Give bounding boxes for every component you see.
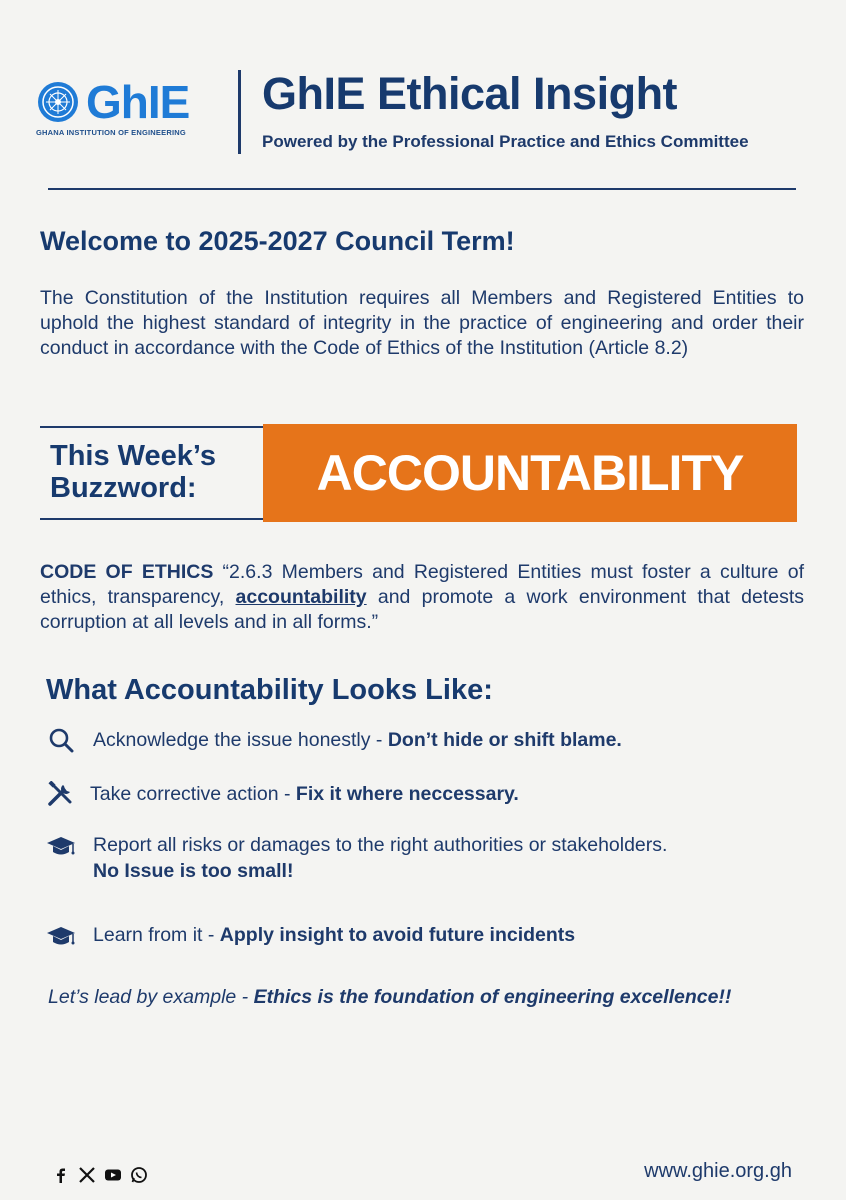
whatsapp-icon[interactable] [130,1166,148,1184]
item-text: Acknowledge the issue honestly - [93,729,388,751]
facebook-icon[interactable] [52,1166,70,1184]
code-text-after: and promote a work environment that detests corruption at all levels and in all forms.” [40,586,805,633]
buzzword-label: This Week’s Buzzword: [50,440,217,504]
looks-like-heading: What Accountability Looks Like: [46,674,493,706]
search-icon [46,727,76,753]
page-title: GhIE Ethical Insight [262,68,678,119]
graduation-cap-icon [46,922,76,948]
code-label: CODE OF ETHICS [40,561,214,583]
code-of-ethics-quote [40,560,804,635]
page-subtitle: Powered by the Professional Practice and Ethics Committee [262,132,749,151]
ghie-seal-icon [36,80,80,124]
x-icon[interactable] [78,1166,96,1184]
header-divider [238,70,241,154]
closing-text: Let’s lead by example - [48,986,254,1008]
welcome-heading: Welcome to 2025-2027 Council Term! [40,226,515,256]
graduation-cap-icon [46,832,76,858]
website-link[interactable]: www.ghie.org.gh [644,1160,792,1182]
logo-text: GhIE [86,76,190,128]
closing-statement [48,984,762,1011]
logo-caption: GHANA INSTITUTION OF ENGINEERING [36,128,186,137]
youtube-icon[interactable] [104,1166,122,1184]
item-bold: No Issue is too small! [93,860,294,882]
welcome-body: The Constitution of the Institution requires all Members and Registered Entities to uphold the highest standard of integrity in the practice of engineering and order their conduct in accordance with the Code of Ethics of the Institution (Article 8.2) [40,287,804,359]
ghie-logo [36,78,226,138]
code-highlight: accountability [235,586,367,608]
item-bold: Fix it where neccessary. [295,783,519,805]
item-text: Take corrective action - [90,783,296,805]
item-text: Report all risks or damages to the right authorities or stakeholders. [93,834,668,856]
tools-icon [46,781,76,807]
item-bold: Don’t hide or shift blame. [387,729,622,751]
item-bold: Apply insight to avoid future incidents [219,924,576,946]
code-text-before: “2.6.3 Members and Registered Entities must foster a culture of ethics, transparency, [40,561,804,608]
buzzword-word: ACCOUNTABILITY [316,445,744,501]
header-rule [48,188,796,190]
item-text: Learn from it - [93,924,220,946]
closing-bold: Ethics is the foundation of engineering excellence!! [253,986,732,1008]
